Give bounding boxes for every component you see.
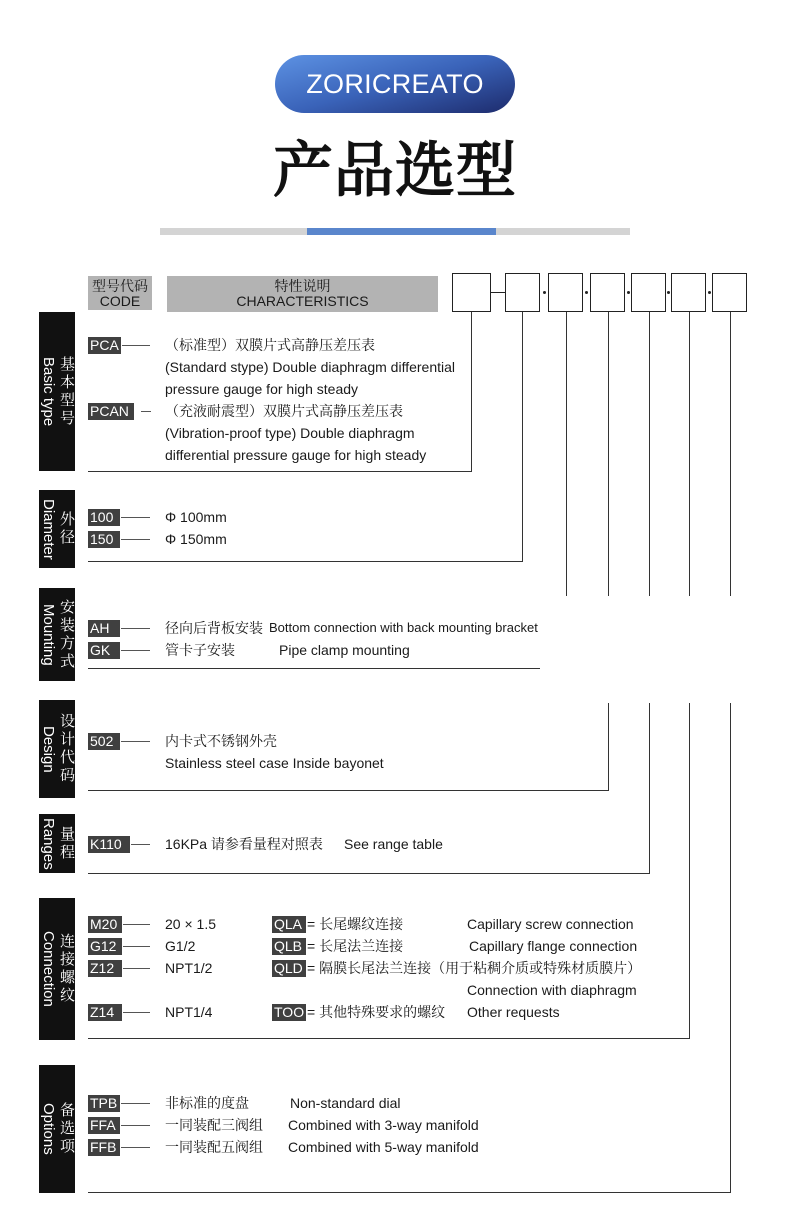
connection-type-tag: QLD (272, 960, 306, 977)
section-label-connection (39, 898, 75, 1040)
thread-code-tag: Z12 (88, 960, 122, 977)
option-dash (141, 411, 151, 412)
thread-description: NPT1/4 (165, 1004, 213, 1020)
option-dash (121, 1103, 150, 1104)
connector-line-connection (689, 312, 690, 596)
connection-type-en: Connection with diaphragm (467, 982, 637, 998)
option-description-en: Stainless steel case Inside bayonet (165, 755, 384, 771)
model-code-separator-dot (585, 291, 588, 294)
connector-line-mounting (566, 312, 567, 596)
section-label-cn: 基本型号 (58, 355, 75, 428)
option-description: Φ 150mm (165, 531, 227, 547)
connector-line-options (730, 703, 731, 1193)
option-dash (123, 924, 150, 925)
connector-line-ranges (649, 312, 650, 596)
option-dash (121, 517, 150, 518)
header-code-cn: 型号代码 (92, 278, 148, 294)
option-dash (123, 968, 150, 969)
section-label-en: Diameter (40, 498, 57, 560)
option-description-en: (Standard stype) Double diaphragm differential (165, 359, 456, 375)
option-description-cn: 16KPa 请参看量程对照表 (165, 836, 323, 852)
option-code-tag: AH (88, 620, 120, 637)
option-description-en: Combined with 5-way manifold (288, 1139, 479, 1155)
option-description-en: See range table (344, 836, 443, 852)
option-dash (121, 1125, 150, 1126)
option-dash (121, 539, 150, 540)
section-label-en: Design (40, 725, 57, 773)
connector-line-design (608, 703, 609, 791)
option-code-tag: FFA (88, 1117, 120, 1134)
model-code-box-ranges (631, 273, 666, 312)
section-label-design (39, 700, 75, 798)
option-description-en: (Vibration-proof type) Double diaphragm (165, 425, 415, 441)
model-code-separator-dot (708, 291, 711, 294)
thread-code-tag: M20 (88, 916, 122, 933)
connection-type-cn: = 其他特殊要求的螺纹 (307, 1004, 446, 1020)
section-label-en: Options (40, 1103, 57, 1155)
connection-type-en: Capillary flange connection (469, 938, 638, 954)
header-characteristics-cn: 特性说明 (274, 278, 331, 294)
option-description-en: differential pressure gauge for high steady (165, 447, 427, 463)
option-description-en: Non-standard dial (290, 1095, 401, 1111)
option-description-cn: 管卡子安装 (165, 642, 235, 658)
option-description-cn: 径向后背板安装 (165, 620, 263, 636)
section-label-cn: 设计代码 (58, 713, 75, 785)
section-label-en: Mounting (40, 603, 57, 666)
option-code-tag: 150 (88, 531, 120, 548)
option-code-tag: 502 (88, 733, 120, 750)
option-description-en: Pipe clamp mounting (279, 642, 410, 658)
model-code-box-connection (671, 273, 706, 312)
connector-line-options (730, 312, 731, 596)
option-description-cn: 一同装配五阀组 (165, 1139, 263, 1155)
page-title: 产品选型 (273, 136, 517, 206)
header-code-en: CODE (99, 293, 141, 309)
option-dash (121, 741, 150, 742)
option-code-tag: TPB (88, 1095, 120, 1112)
section-underline-ranges (88, 873, 650, 874)
option-code-tag: K110 (88, 836, 130, 853)
section-label-mounting (39, 588, 75, 681)
section-underline-mounting (88, 668, 540, 669)
connection-type-cn: = 隔膜长尾法兰连接（用于粘稠介质或特殊材质膜片） (307, 960, 642, 976)
header-characteristics-en: CHARACTERISTICS (236, 293, 369, 309)
option-dash (123, 946, 150, 947)
section-label-cn: 备选项 (58, 1102, 75, 1156)
option-dash (123, 1012, 150, 1013)
section-underline-design (88, 790, 609, 791)
option-dash (131, 844, 150, 845)
option-description-cn: 一同装配三阀组 (165, 1117, 263, 1133)
model-code-box-diameter (505, 273, 540, 312)
brand-name: ZORICREATO (306, 68, 484, 99)
connector-line-basic-type (471, 312, 472, 472)
option-description-cn: （标准型）双膜片式高静压差压表 (165, 337, 375, 353)
section-label-en: Connection (40, 931, 57, 1007)
option-description-en: pressure gauge for high steady (165, 381, 359, 397)
section-label-diameter (39, 490, 75, 568)
section-underline-basic-type (88, 471, 472, 472)
connector-line-diameter (522, 312, 523, 562)
section-label-basic-type (39, 312, 75, 471)
model-code-box-options (712, 273, 747, 312)
connector-line-design (608, 312, 609, 596)
section-label-cn: 连接螺纹 (58, 933, 75, 1005)
option-description: Φ 100mm (165, 509, 227, 525)
option-description-cn: 非标准的度盘 (165, 1095, 249, 1111)
section-label-en: Ranges (40, 817, 57, 870)
connection-type-cn: = 长尾法兰连接 (307, 938, 404, 954)
model-code-box-design (590, 273, 625, 312)
model-code-separator-dash (491, 292, 505, 293)
connector-line-connection (689, 703, 690, 1039)
option-code-tag: PCA (88, 337, 121, 354)
option-dash (121, 1147, 150, 1148)
option-description-cn: 内卡式不锈钢外壳 (165, 733, 277, 749)
thread-description: 20 × 1.5 (165, 916, 216, 932)
section-label-cn: 安装方式 (58, 598, 75, 671)
thread-code-tag: Z14 (88, 1004, 122, 1021)
option-description-en: Combined with 3-way manifold (288, 1117, 479, 1133)
connection-type-tag: QLA (272, 916, 306, 933)
option-code-tag: GK (88, 642, 120, 659)
option-dash (121, 628, 150, 629)
header-code-box (88, 276, 152, 310)
section-label-en: Basic type (40, 356, 57, 427)
option-code-tag: PCAN (88, 403, 134, 420)
model-code-box-basic-type (452, 273, 491, 312)
connection-type-cn: = 长尾螺纹连接 (307, 916, 404, 932)
option-dash (122, 345, 150, 346)
connection-type-en: Capillary screw connection (467, 916, 634, 932)
option-dash (121, 650, 150, 651)
option-description-en: Bottom connection with back mounting bracket (269, 620, 538, 635)
model-code-box-mounting (548, 273, 583, 312)
model-code-separator-dot (667, 291, 670, 294)
section-label-ranges (39, 814, 75, 873)
section-underline-options (88, 1192, 731, 1193)
option-description-cn: （充液耐震型）双膜片式高静压差压表 (165, 403, 403, 419)
connector-line-ranges (649, 703, 650, 874)
thread-description: NPT1/2 (165, 960, 213, 976)
connection-type-tag: QLB (272, 938, 306, 955)
brand-banner (275, 55, 515, 113)
option-code-tag: FFB (88, 1139, 120, 1156)
model-code-separator-dot (543, 291, 546, 294)
thread-code-tag: G12 (88, 938, 122, 955)
section-label-options (39, 1065, 75, 1193)
section-underline-diameter (88, 561, 523, 562)
model-code-separator-dot (627, 291, 630, 294)
title-divider-accent (307, 228, 496, 235)
option-code-tag: 100 (88, 509, 120, 526)
header-characteristics-box (167, 276, 438, 312)
section-label-cn: 外径 (58, 511, 75, 547)
section-label-cn: 量程 (58, 825, 75, 862)
section-underline-connection (88, 1038, 690, 1039)
connection-type-en: Other requests (467, 1004, 560, 1020)
thread-description: G1/2 (165, 938, 196, 954)
connection-type-tag: TOO (274, 1004, 305, 1020)
